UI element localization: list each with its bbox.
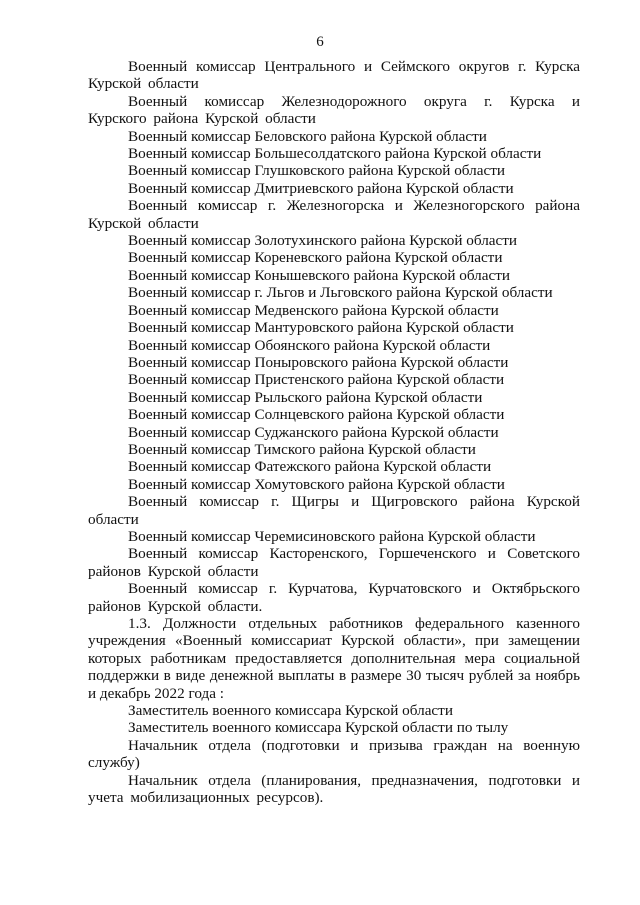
paragraph: Заместитель военного комиссара Курской области по тылу bbox=[128, 719, 509, 737]
paragraph: Военный комиссар Мантуровского района Курской области bbox=[128, 319, 514, 337]
paragraph: Военный комиссар Рыльского района Курской области bbox=[128, 388, 483, 406]
paragraph: Военный комиссар Дмитриевского района Курской области bbox=[128, 179, 514, 197]
document-body bbox=[88, 58, 580, 806]
paragraph: Военный комиссар Центрального и Сеймского округов г. Курска Курской области bbox=[88, 58, 580, 93]
paragraph: Начальник отдела (подготовки и призыва граждан на военную службу) bbox=[88, 736, 580, 772]
paragraph: Военный комиссар Большесолдатского района Курской области bbox=[128, 145, 542, 163]
paragraph: Военный комиссар г. Железногорска и Железногорского района Курской области bbox=[88, 197, 580, 232]
paragraph: Военный комиссар Солнцевского района Курской области bbox=[128, 406, 505, 424]
paragraph: Военный комиссар г. Щигры и Щигровского района Курской области bbox=[88, 493, 580, 528]
paragraph: Военный комиссар Глушковского района Курской области bbox=[128, 162, 505, 180]
paragraph: 1.3. Должности отдельных работников федерального казенного учреждения «Военный комиссариат Курской области», при замещении которых работникам предоставляется дополнительная мера социальной поддержки в виде денежной выплаты в размере 30 тысяч рублей за ноябрь и декабрь 2022 года : bbox=[88, 615, 580, 702]
paragraph: Военный комиссар Медвенского района Курской области bbox=[128, 301, 499, 319]
paragraph: Военный комиссар Золотухинского района Курской области bbox=[128, 232, 518, 250]
paragraph: Военный комиссар Конышевского района Курской области bbox=[128, 266, 511, 284]
paragraph: Военный комиссар Кореневского района Курской области bbox=[128, 249, 503, 267]
paragraph: Военный комиссар Суджанского района Курской области bbox=[128, 423, 499, 441]
paragraph: Военный комиссар Фатежского района Курской области bbox=[128, 458, 492, 476]
paragraph: Заместитель военного комиссара Курской области bbox=[128, 702, 453, 720]
paragraph: Военный комиссар г. Льгов и Льговского района Курской области bbox=[128, 284, 553, 302]
paragraph: Военный комиссар Хомутовского района Курской области bbox=[128, 475, 505, 493]
paragraph: Военный комиссар г. Курчатова, Курчатовского и Октябрьского районов Курской области. bbox=[88, 580, 580, 615]
paragraph: Военный комиссар Пристенского района Курской области bbox=[128, 371, 505, 389]
paragraph: Военный комиссар Поныровского района Курской области bbox=[128, 353, 509, 371]
paragraph: Военный комиссар Беловского района Курской области bbox=[128, 127, 487, 145]
paragraph: Начальник отдела (планирования, предназначения, подготовки и учета мобилизационных ресурсов). bbox=[88, 771, 580, 807]
page-number: 6 bbox=[316, 34, 324, 50]
paragraph: Военный комиссар Касторенского, Горшеченского и Советского районов Курской области bbox=[88, 545, 580, 580]
paragraph: Военный комиссар Обоянского района Курской области bbox=[128, 336, 491, 354]
paragraph: Военный комиссар Железнодорожного округа г. Курска и Курского района Курской области bbox=[88, 92, 580, 128]
paragraph: Военный комиссар Черемисиновского района Курской области bbox=[128, 527, 536, 545]
paragraph: Военный комиссар Тимского района Курской области bbox=[128, 440, 476, 458]
